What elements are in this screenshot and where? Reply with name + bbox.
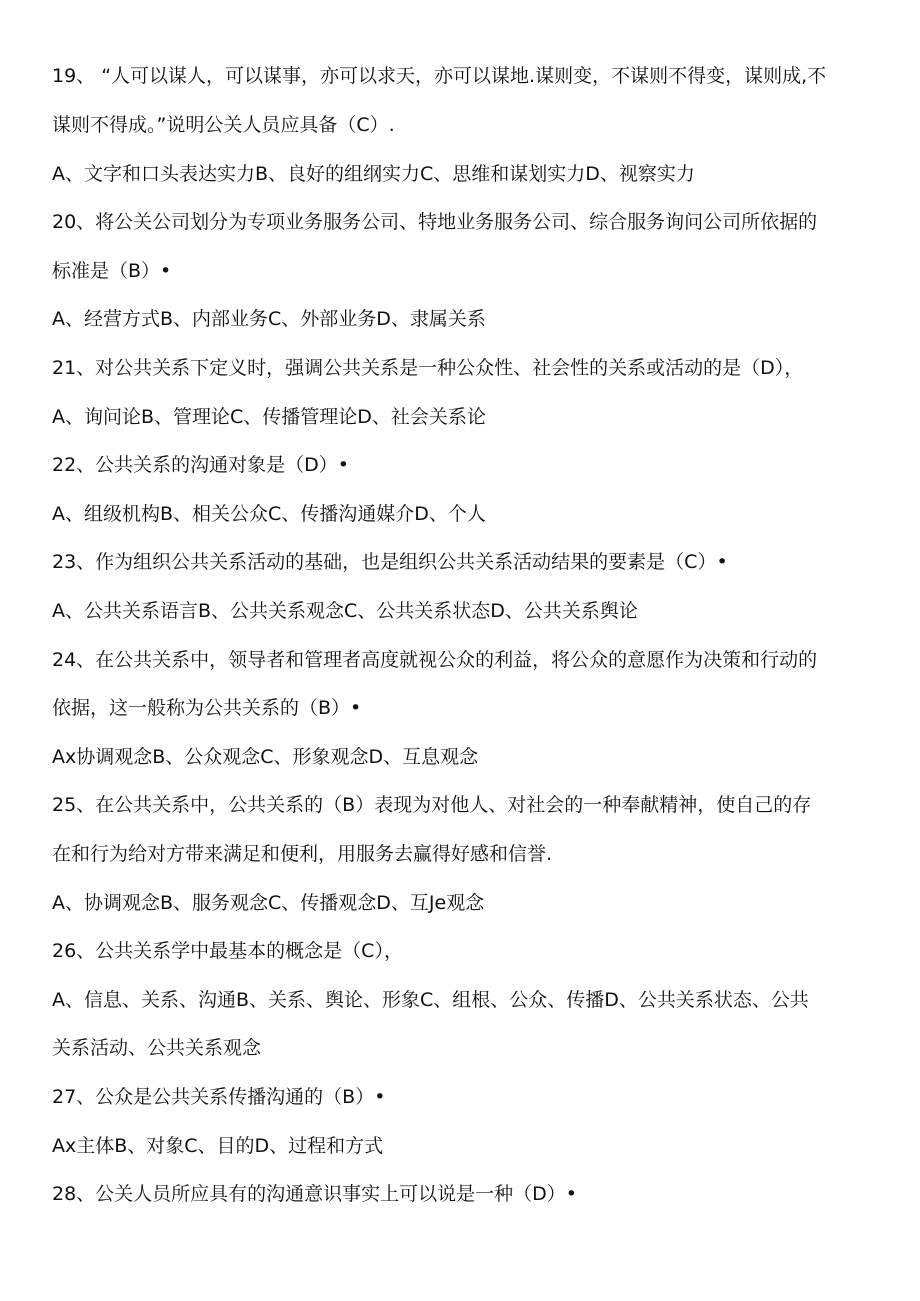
text-line: A、协调观念B、服务观念C、传播观念D、互Je观念 bbox=[52, 892, 485, 914]
text-line: 27、公众是公共关系传播沟通的（B）• bbox=[52, 1086, 386, 1108]
text-line: A、公共关系语言B、公共关系观念C、公共关系状态D、公共关系舆论 bbox=[52, 600, 638, 622]
text-line: 25、在公共关系中，公共关系的（B）表现为对他人、对社会的一种奉献精神，使自己的存 bbox=[52, 794, 812, 816]
text-line: 23、作为组织公共关系活动的基础，也是组织公共关系活动结果的要素是（C）• bbox=[52, 551, 728, 573]
text-line: 依据，这一般称为公共关系的（B）• bbox=[52, 697, 362, 719]
text-line: A、文字和口头表达实力B、良好的组纲实力C、思维和谋划实力D、视察实力 bbox=[52, 163, 695, 185]
text-line: 21、对公共关系下定义时，强调公共关系是一种公众性、社会性的关系或活动的是（D）， bbox=[52, 357, 804, 379]
text-line: 28、公关人员所应具有的沟通意识事实上可以说是一种（D）• bbox=[52, 1183, 578, 1205]
text-line: Ax主体B、对象C、目的D、过程和方式 bbox=[52, 1135, 384, 1157]
text-line: 24、在公共关系中，领导者和管理者高度就视公众的利益，将公众的意愿作为决策和行动的 bbox=[52, 649, 818, 671]
text-line: 22、公共关系的沟通对象是（D）• bbox=[52, 454, 350, 476]
text-line: A、信息、关系、沟通B、关系、舆论、形象C、组根、公众、传播D、公共关系状态、公共 bbox=[52, 989, 809, 1011]
text-line: 标准是（B）• bbox=[52, 260, 172, 282]
text-line: A、组级机构B、相关公众C、传播沟通媒介D、个人 bbox=[52, 503, 486, 525]
text-line: Ax协调观念B、公众观念C、形象观念D、互息观念 bbox=[52, 746, 479, 768]
text-line: 26、公共关系学中最基本的概念是（C）， bbox=[52, 940, 403, 962]
text-line: 在和行为给对方带来满足和便利，用服务去赢得好感和信誉. bbox=[52, 843, 553, 865]
text-line: 关系活动、公共关系观念 bbox=[52, 1037, 262, 1059]
text-line: A、经营方式B、内部业务C、外部业务D、隶属关系 bbox=[52, 308, 486, 330]
text-line: 20、将公关公司划分为专项业务服务公司、特地业务服务公司、综合服务询问公司所依据的 bbox=[52, 211, 818, 233]
text-line: 谋则不得成。”说明公关人员应具备（C）. bbox=[52, 114, 395, 136]
text-line: A、询问论B、管理论C、传播管理论D、社会关系论 bbox=[52, 406, 486, 428]
text-line: 19、 “人可以谋人，可以谋事，亦可以求天，亦可以谋地.谋则变，不谋则不得变，谋则成,不 bbox=[52, 65, 827, 87]
